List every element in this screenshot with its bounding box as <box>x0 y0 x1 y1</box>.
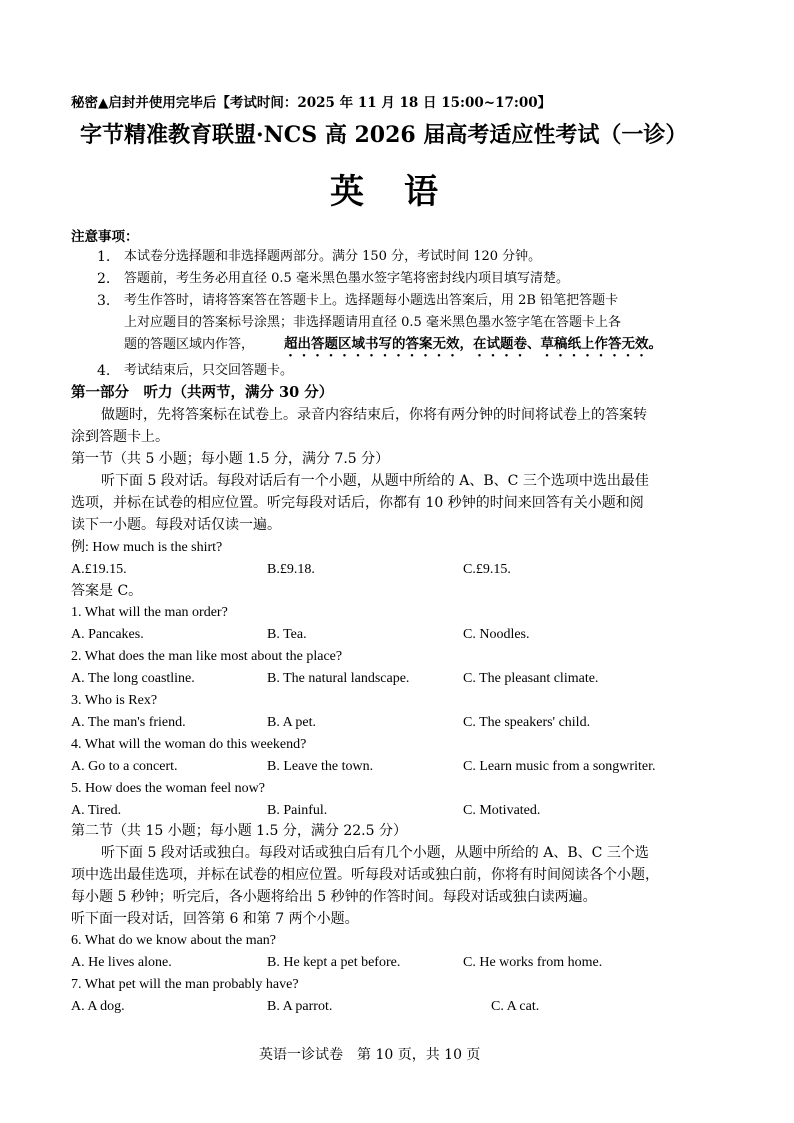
option-b: B. Leave the town. <box>267 759 374 774</box>
question: 5. How does the woman feel now? <box>71 781 266 796</box>
option-a: A. Go to a concert. <box>71 759 178 774</box>
example-answer: 答案是 C。 <box>71 583 143 599</box>
option-c: C. A cat. <box>491 999 540 1014</box>
notice-emphasis: 超出答题区域书写的答案无效，在试题卷、草稿纸上作答无效。 <box>284 336 662 352</box>
option-c: C.£9.15. <box>463 562 511 577</box>
subject-title: 英语 <box>330 172 478 212</box>
section2-intro: 项中选出最佳选项，并标在试卷的相应位置。听每段对话或独白前，你将有时间阅读各个小题， <box>71 867 659 883</box>
notice-number: 1. <box>97 249 111 265</box>
example-question: 例: How much is the shirt? <box>71 540 223 555</box>
option-b: B. A parrot. <box>267 999 333 1014</box>
option-b: B. Tea. <box>267 627 307 642</box>
notice-text: 题的答题区域内作答， <box>124 337 255 352</box>
option-a: A. Pancakes. <box>71 627 144 642</box>
part1-intro: 涂到答题卡上。 <box>71 429 169 445</box>
option-a: A. A dog. <box>71 999 125 1014</box>
question: 6. What do we know about the man? <box>71 933 277 948</box>
option-c: C. Noodles. <box>463 627 530 642</box>
option-a: A. The man's friend. <box>71 715 186 730</box>
option-a: A. The long coastline. <box>71 671 195 686</box>
question: 3. Who is Rex? <box>71 693 158 708</box>
option-c: C. The pleasant climate. <box>463 671 599 686</box>
question: 2. What does the man like most about the place? <box>71 649 343 664</box>
notice-text: 本试卷分选择题和非选择题两部分。满分 150 分，考试时间 120 分钟。 <box>124 249 542 264</box>
notice-text: 考生作答时，请将答案答在答题卡上。选择题每小题选出答案后，用 2B 铅笔把答题卡 <box>124 293 619 308</box>
option-b: B. Painful. <box>267 803 328 818</box>
question: 7. What pet will the man probably have? <box>71 977 299 992</box>
section2-intro: 每小题 5 秒钟；听完后，各小题将给出 5 秒钟的作答时间。每段对话或独白读两遍。 <box>71 889 597 905</box>
notice-number: 4. <box>97 363 111 379</box>
page-footer: 英语一诊试卷 第 10 页，共 10 页 <box>259 1047 481 1063</box>
exam-title: 字节精准教育联盟·NCS 高 2026 届高考适应性考试（一诊） <box>80 122 688 148</box>
notice-number: 2. <box>97 271 111 287</box>
option-c: C. Learn music from a songwriter. <box>463 759 656 774</box>
notice-text: 考试结束后，只交回答题卡。 <box>124 363 294 378</box>
option-b: B. He kept a pet before. <box>267 955 401 970</box>
option-b: B.£9.18. <box>267 562 315 577</box>
section1-intro: 读下一小题。每段对话仅读一遍。 <box>71 517 281 533</box>
option-c: C. He works from home. <box>463 955 603 970</box>
part1-intro: 做题时，先将答案标在试卷上。录音内容结束后，你将有两分钟的时间将试卷上的答案转 <box>101 407 647 423</box>
section2-title: 第二节（共 15 小题；每小题 1.5 分，满分 22.5 分） <box>71 823 407 839</box>
part1-title: 第一部分 听力（共两节，满分 30 分） <box>71 384 334 401</box>
notice-text: 上对应题目的答案标号涂黑；非选择题请用直径 0.5 毫米黑色墨水签字笔在答题卡上各 <box>124 315 621 330</box>
option-a: A. He lives alone. <box>71 955 172 970</box>
section1-intro: 听下面 5 段对话。每段对话后有一个小题，从题中所给的 A、B、C 三个选项中选出最佳 <box>101 473 649 489</box>
question: 4. What will the woman do this weekend? <box>71 737 307 752</box>
option-b: B. The natural landscape. <box>267 671 410 686</box>
section2-intro: 听下面 5 段对话或独白。每段对话或独白后有几个小题，从题中所给的 A、B、C 三个选 <box>101 845 649 861</box>
question: 1. What will the man order? <box>71 605 228 620</box>
notice-text: 答题前，考生务必用直径 0.5 毫米黑色墨水签字笔将密封线内项目填写清楚。 <box>124 271 569 286</box>
option-a: A. Tired. <box>71 803 122 818</box>
option-c: C. Motivated. <box>463 803 541 818</box>
option-c: C. The speakers' child. <box>463 715 591 730</box>
notice-number: 3. <box>97 293 111 309</box>
option-a: A.£19.15. <box>71 562 127 577</box>
group-intro: 听下面一段对话，回答第 6 和第 7 两个小题。 <box>71 911 359 927</box>
notice-heading: 注意事项： <box>71 229 139 245</box>
section1-intro: 选项，并标在试卷的相应位置。听完每段对话后，你都有 10 秒钟的时间来回答有关小题和阅 <box>71 495 644 511</box>
option-b: B. A pet. <box>267 715 317 730</box>
section1-title: 第一节（共 5 小题；每小题 1.5 分，满分 7.5 分） <box>71 451 390 467</box>
secret-line: 秘密▲启封并使用完毕后【考试时间：2025 年 11 月 18 日 15:00~17:00】 <box>71 95 552 111</box>
